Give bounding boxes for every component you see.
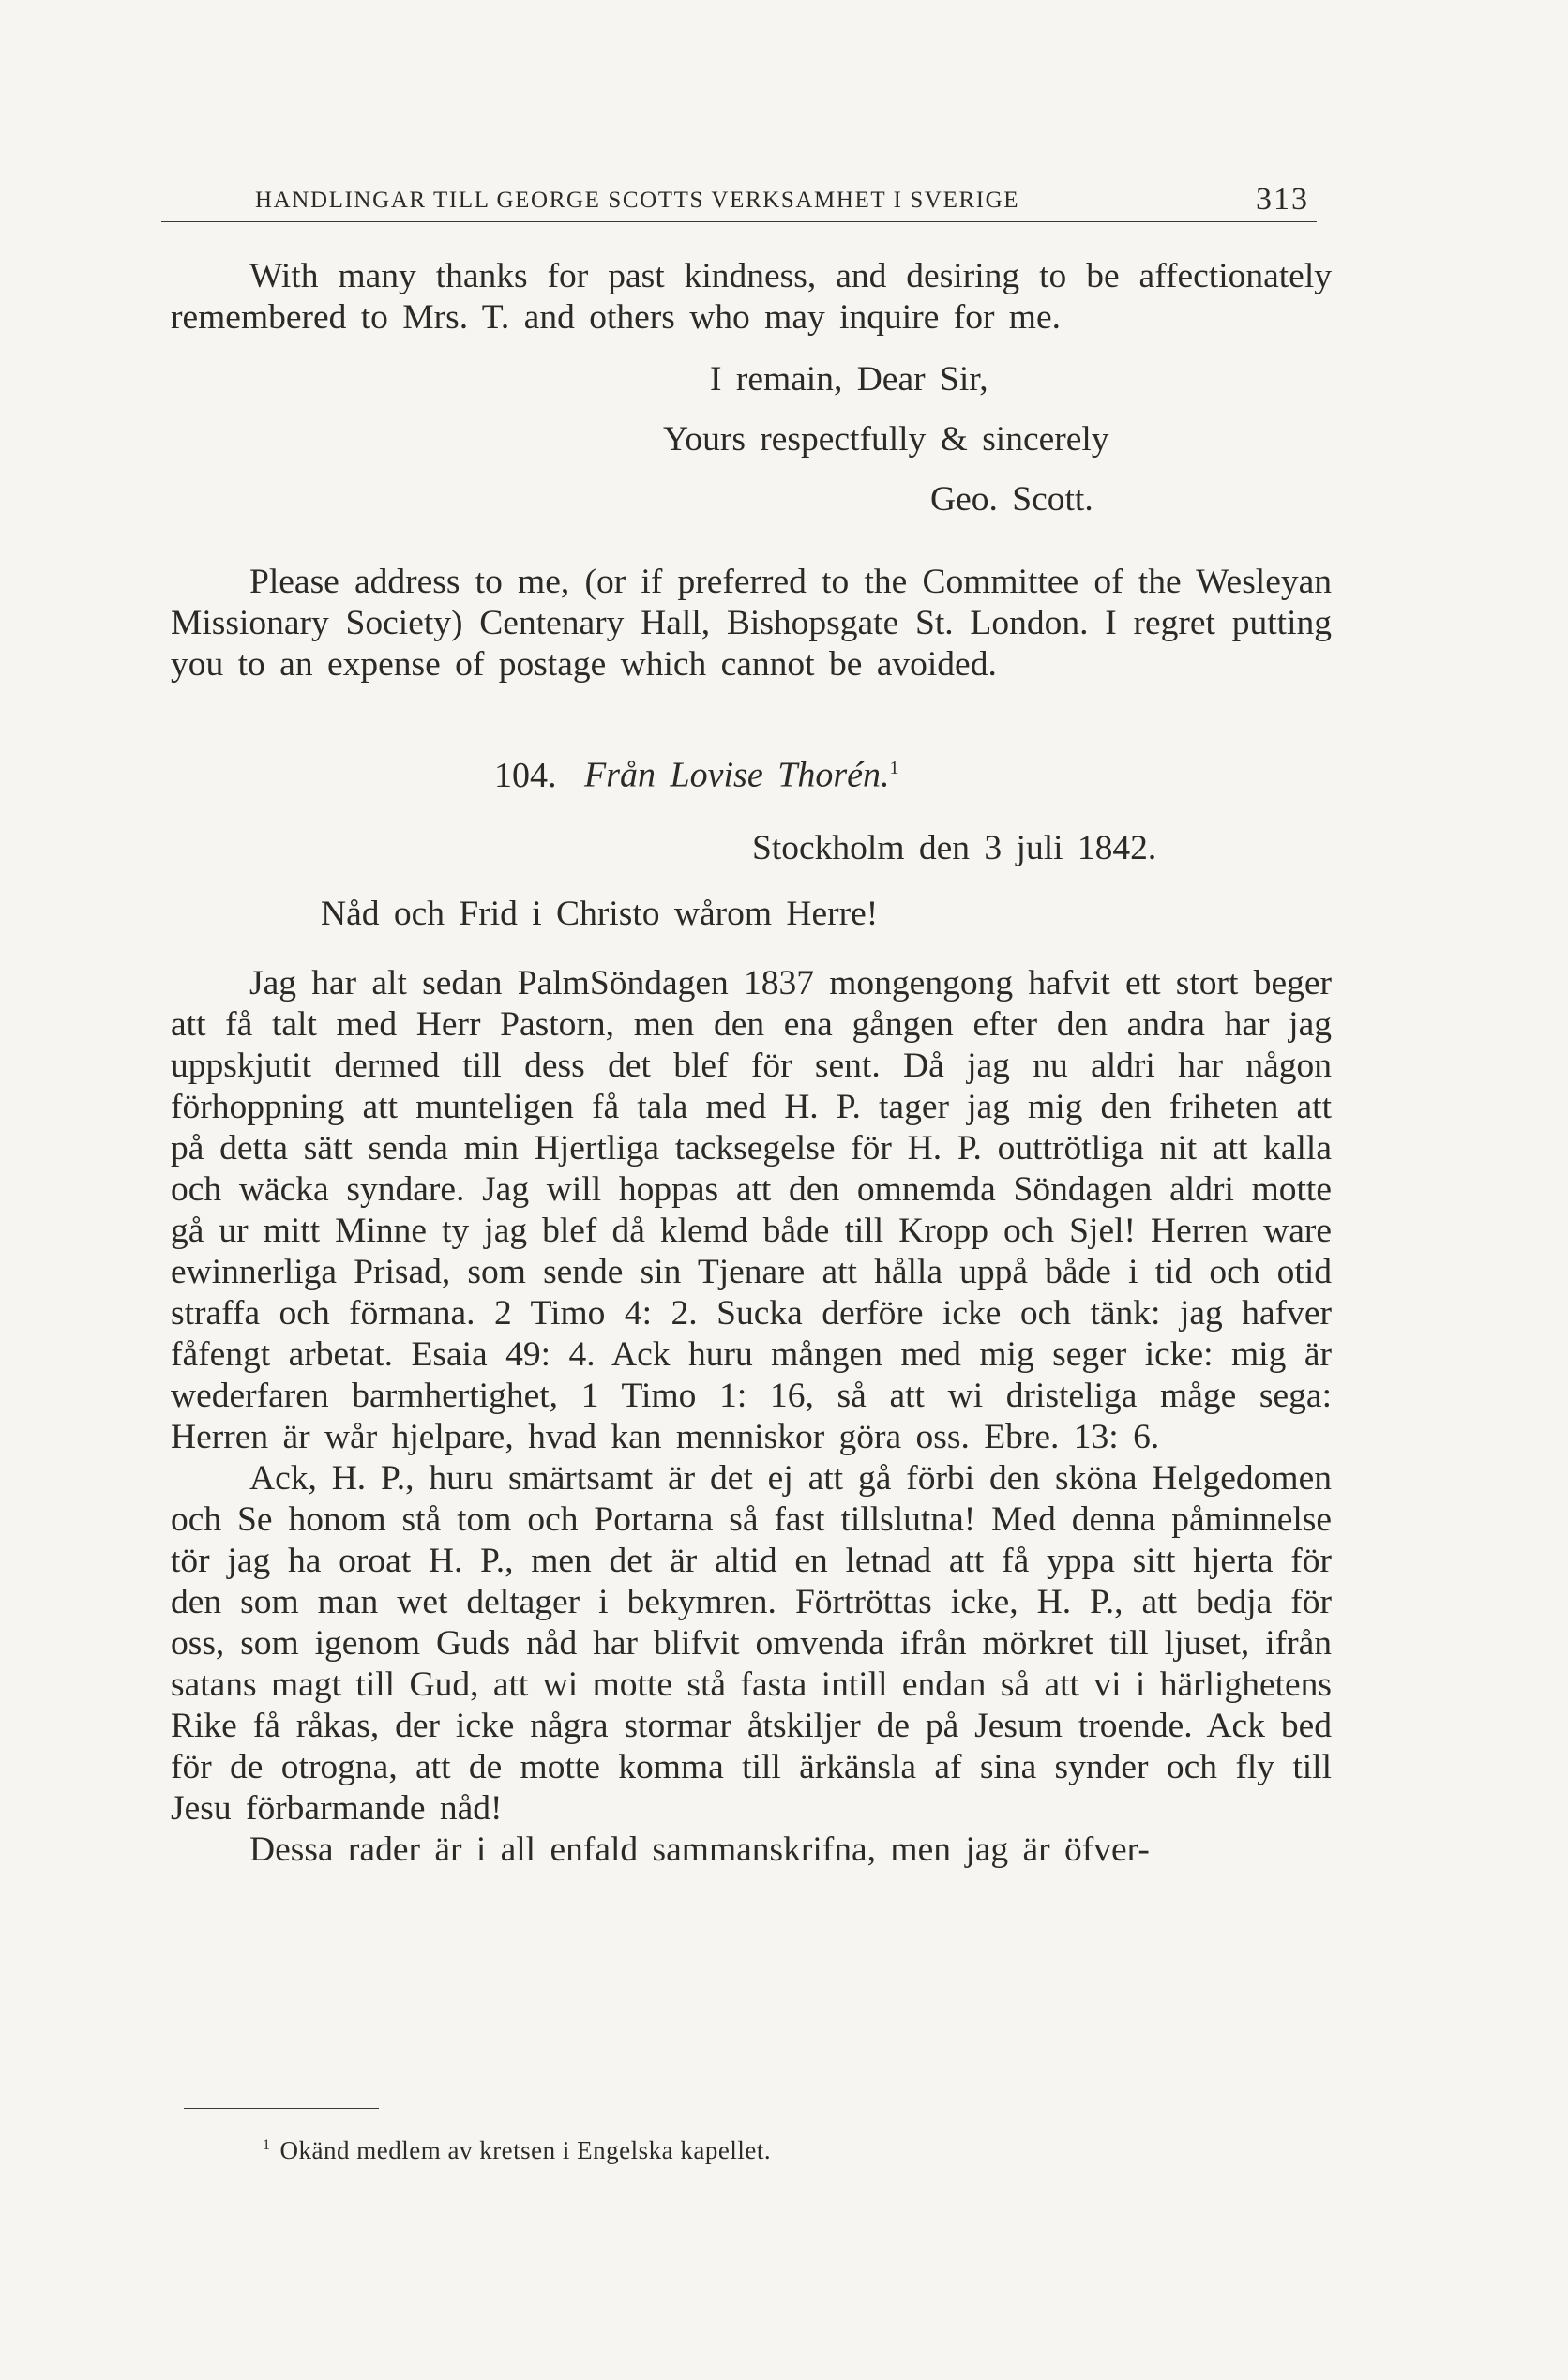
dateline: Stockholm den 3 juli 1842. <box>752 828 1157 867</box>
running-head <box>161 174 1317 222</box>
page-number: 313 <box>1256 182 1309 217</box>
letter-paragraph-1: Jag har alt sedan PalmSöndagen 1837 mongengong hafvit ett stort beger att få talt med Herr Pastorn, men den ena gången efter den andra har jag uppskjutit dermed till dess det blef för sent. Då jag nu aldri har någon förhoppning att munteligen få tala med H. P. tager jag mig den friheten att på detta sätt senda min Hjertliga tacksegelse för H. P. outtrötliga nit att kalla och wäcka syndare. Jag will hoppas att den omnemda Söndagen aldri motte gå ur mitt Minne ty jag blef då klemd både till Kropp och Sjel! Herren ware ewinnerliga Prisad, som sende sin Tjenare att hålla uppå både i tid och otid straffa och förmana. 2 Timo 4: 2. Sucka derföre icke och tänk: jag hafver fåfengt arbetat. Esaia 49: 4. Ack huru mången med mig seger icke: mig är wederfaren barmhertighet, 1 Timo 1: 16, så att wi dristeliga måge sega: Herren är wår hjelpare, hvad kan menniskor göra oss. Ebre. 13: 6. <box>171 963 1332 1456</box>
footnote <box>263 2136 771 2165</box>
letter-heading <box>171 747 1332 796</box>
letter-sender: Från Lovise Thorén. <box>584 755 890 795</box>
footnote-mark: 1 <box>263 2137 271 2153</box>
main-text <box>171 256 1332 1871</box>
running-head-title: HANDLINGAR TILL GEORGE SCOTTS VERKSAMHET I SVERIGE <box>255 188 1020 213</box>
footnote-reference: 1 <box>889 758 899 778</box>
footnote-divider <box>184 2108 379 2109</box>
salutation: Nåd och Frid i Christo wårom Herre! <box>321 894 879 933</box>
letter-paragraph-2: Ack, H. P., huru smärtsamt är det ej att gå förbi den sköna Helgedomen och Se honom stå tom och Portarna så fast tillslutna! Med denna påminnelse tör jag ha oroat H. P., men det är altid en letnad att få yppa sitt hjerta för den som man wet deltager i bekymren. Förtröttas icke, H. P., att bedja för oss, som igenom Guds nåd har blifvit omvenda ifrån mörkret till ljuset, ifrån satans magt till Gud, att wi motte stå fasta intill endan så att vi i härlighetens Rike få råkas, der icke några stormar åtskiljer de på Jesum troende. Ack bed för de otrogna, att de motte komma till ärkänsla af sina synder och fly till Jesu förbarmande nåd! <box>171 1458 1332 1828</box>
closing-line-1: I remain, Dear Sir, <box>710 360 988 399</box>
signature: Geo. Scott. <box>930 480 1093 519</box>
letter-number: 104. <box>494 755 557 795</box>
thanks-paragraph: With many thanks for past kindness, and desiring to be affectionately remembered to Mrs. T. and others who may inquire for me. <box>171 257 1332 337</box>
footnote-text: Okänd medlem av kretsen i Engelska kapellet. <box>279 2136 772 2164</box>
postscript-paragraph: Please address to me, (or if preferred to the Committee of the Wesleyan Missionary Society) Centenary Hall, Bishopsgate St. London. I regret putting you to an expense of postage which cannot be avoided. <box>171 563 1332 684</box>
page-body <box>171 174 1332 1871</box>
letter-paragraph-3: Dessa rader är i all enfald sammanskrifna, men jag är öfver- <box>249 1830 1150 1869</box>
closing-line-2: Yours respectfully & sincerely <box>663 420 1109 459</box>
